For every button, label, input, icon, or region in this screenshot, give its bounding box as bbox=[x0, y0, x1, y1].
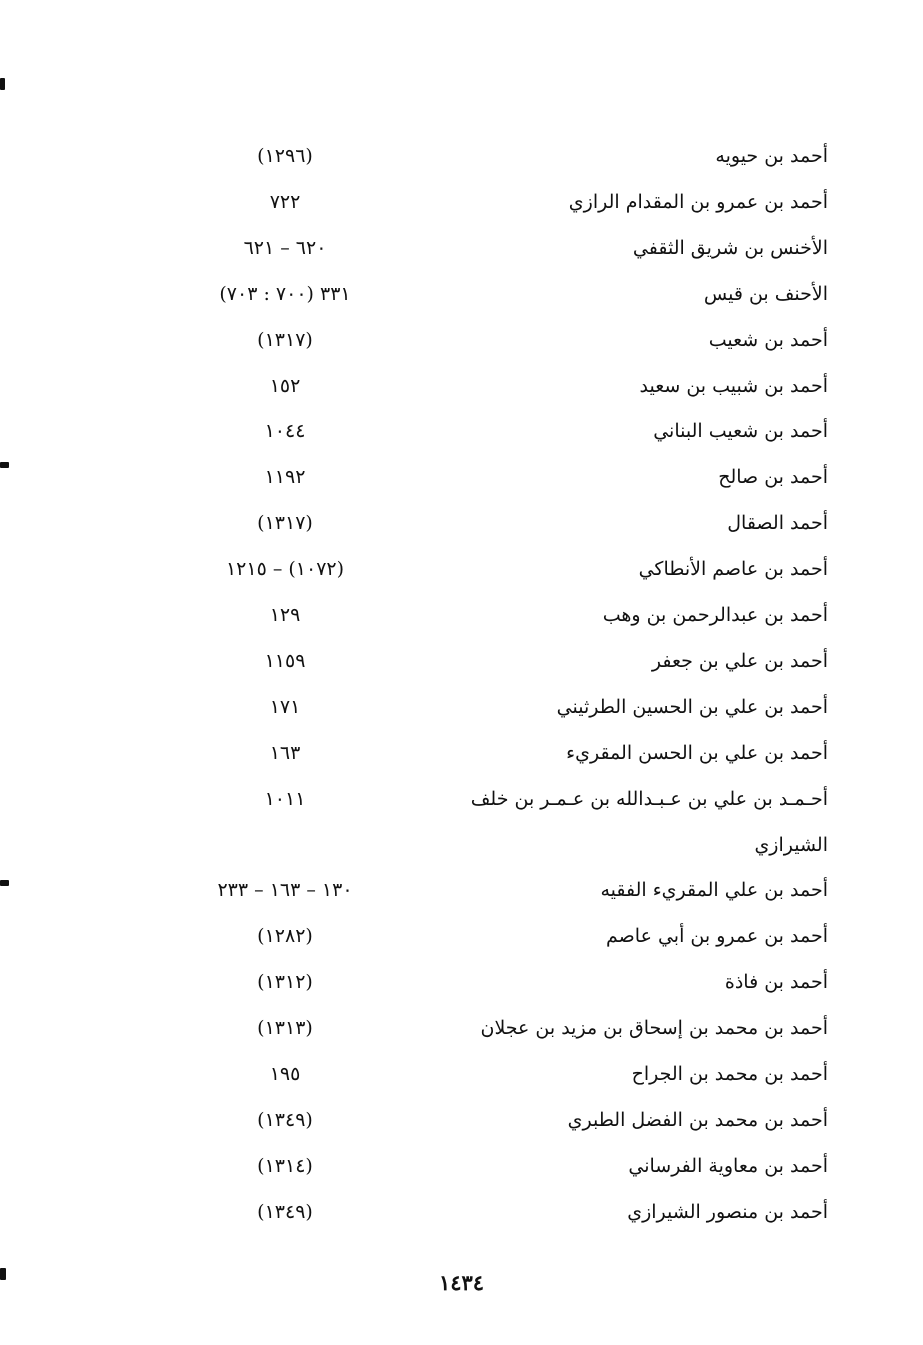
index-entry bbox=[0, 411, 923, 451]
entry-reference: (١٣١٤) bbox=[257, 1154, 313, 1177]
entry-name: أحمد بن علي بن الحسين الطرثيني bbox=[556, 695, 828, 718]
index-entry bbox=[0, 641, 923, 681]
index-entry bbox=[0, 687, 923, 727]
index-entry bbox=[0, 503, 923, 543]
entry-name: أحمد بن فاذة bbox=[724, 971, 828, 994]
index-entry bbox=[0, 733, 923, 773]
index-entry bbox=[0, 825, 923, 865]
entry-name: أحمد بن عاصم الأنطاكي bbox=[638, 558, 828, 581]
entry-reference: ٦٢٠ – ٦٢١ bbox=[243, 236, 327, 259]
index-entry bbox=[0, 366, 923, 406]
entry-name: أحمد بن محمد بن إسحاق بن مزيد بن عجلان bbox=[480, 1017, 828, 1040]
entry-reference: (١٠٧٢) – ١٢١٥ bbox=[225, 558, 345, 581]
index-entry bbox=[0, 320, 923, 360]
entry-name: أحمد بن حيويه bbox=[715, 145, 828, 167]
entry-reference: ٣٣١ (٧٠٠ : ٧٠٣) bbox=[219, 282, 351, 305]
index-entry bbox=[0, 962, 923, 1002]
entry-reference: ١٧١ bbox=[269, 695, 301, 718]
entry-reference: ١٥٢ bbox=[269, 374, 301, 397]
entry-reference: (١٣١٧) bbox=[257, 328, 313, 351]
index-entry bbox=[0, 916, 923, 956]
entry-reference: (١٣١٣) bbox=[257, 1017, 313, 1040]
entry-reference: ١٣٠ – ١٦٣ – ٢٣٣ bbox=[217, 879, 353, 902]
scan-edge-mark bbox=[0, 78, 5, 90]
index-entry bbox=[0, 457, 923, 497]
entry-name: أحمد بن منصور الشيرازي bbox=[627, 1200, 828, 1223]
entry-name: أحمد بن علي بن جعفر bbox=[651, 649, 828, 672]
entry-reference: ١١٩٢ bbox=[264, 466, 306, 489]
index-entry bbox=[0, 1054, 923, 1094]
entry-reference: (١٣٤٩) bbox=[257, 1200, 313, 1223]
entry-name: الأحنف بن قيس bbox=[703, 282, 828, 305]
index-entry bbox=[0, 274, 923, 314]
index-entry bbox=[0, 228, 923, 268]
entry-name: أحمد بن محمد بن الفضل الطبري bbox=[567, 1108, 828, 1131]
entry-name: أحمد بن علي المقريء الفقيه bbox=[600, 879, 828, 902]
index-entry bbox=[0, 1100, 923, 1140]
entry-reference: ٧٢٢ bbox=[269, 190, 301, 213]
index-entry bbox=[0, 870, 923, 910]
entry-reference: (١٣٤٩) bbox=[257, 1108, 313, 1131]
entry-reference: ١١٥٩ bbox=[264, 649, 306, 672]
entry-reference: ١٠٤٤ bbox=[264, 420, 306, 443]
entry-name: أحمد بن معاوية الفرساني bbox=[628, 1154, 828, 1177]
entry-name: أحمد بن محمد بن الجراح bbox=[631, 1063, 828, 1085]
index-entry bbox=[0, 779, 923, 819]
entry-name: أحمد بن شعيب البناني bbox=[653, 420, 828, 443]
entry-reference: ١٢٩ bbox=[269, 604, 301, 626]
entry-name: أحمد بن علي بن الحسن المقريء bbox=[566, 741, 828, 764]
index-entry bbox=[0, 1008, 923, 1048]
entry-name: أحمد بن شعيب bbox=[708, 328, 828, 351]
entry-name: أحمد بن عبدالرحمن بن وهب bbox=[602, 604, 828, 626]
page-number: ١٤٣٤ bbox=[438, 1270, 485, 1295]
entry-reference: (١٢٩٦) bbox=[257, 145, 313, 167]
entry-reference: (١٣١٢) bbox=[257, 971, 313, 994]
entry-name: أحمد بن عمرو بن المقدام الرازي bbox=[568, 190, 828, 213]
entry-name: الشيرازي bbox=[754, 833, 828, 856]
index-entry bbox=[0, 549, 923, 589]
index-entry bbox=[0, 595, 923, 635]
index-entry bbox=[0, 182, 923, 222]
entry-name: أحمد بن شبيب بن سعيد bbox=[639, 374, 828, 397]
index-entry bbox=[0, 1192, 923, 1232]
entry-name: أحـمـد بن علي بن عـبـدالله بن عـمـر بن خلف bbox=[470, 787, 828, 810]
entry-reference: (١٢٨٢) bbox=[257, 925, 313, 948]
entry-name: الأخنس بن شريق الثقفي bbox=[632, 236, 828, 259]
index-entry bbox=[0, 1146, 923, 1186]
index-entry bbox=[0, 136, 923, 176]
entry-reference: ١٦٣ bbox=[269, 741, 301, 764]
entry-reference: ١٠١١ bbox=[264, 787, 306, 810]
entry-name: أحمد بن عمرو بن أبي عاصم bbox=[606, 925, 828, 948]
entry-reference: (١٣١٧) bbox=[257, 512, 313, 535]
entry-name: أحمد بن صالح bbox=[718, 466, 828, 489]
entry-name: أحمد الصقال bbox=[727, 512, 828, 535]
entry-reference: ١٩٥ bbox=[269, 1063, 301, 1085]
